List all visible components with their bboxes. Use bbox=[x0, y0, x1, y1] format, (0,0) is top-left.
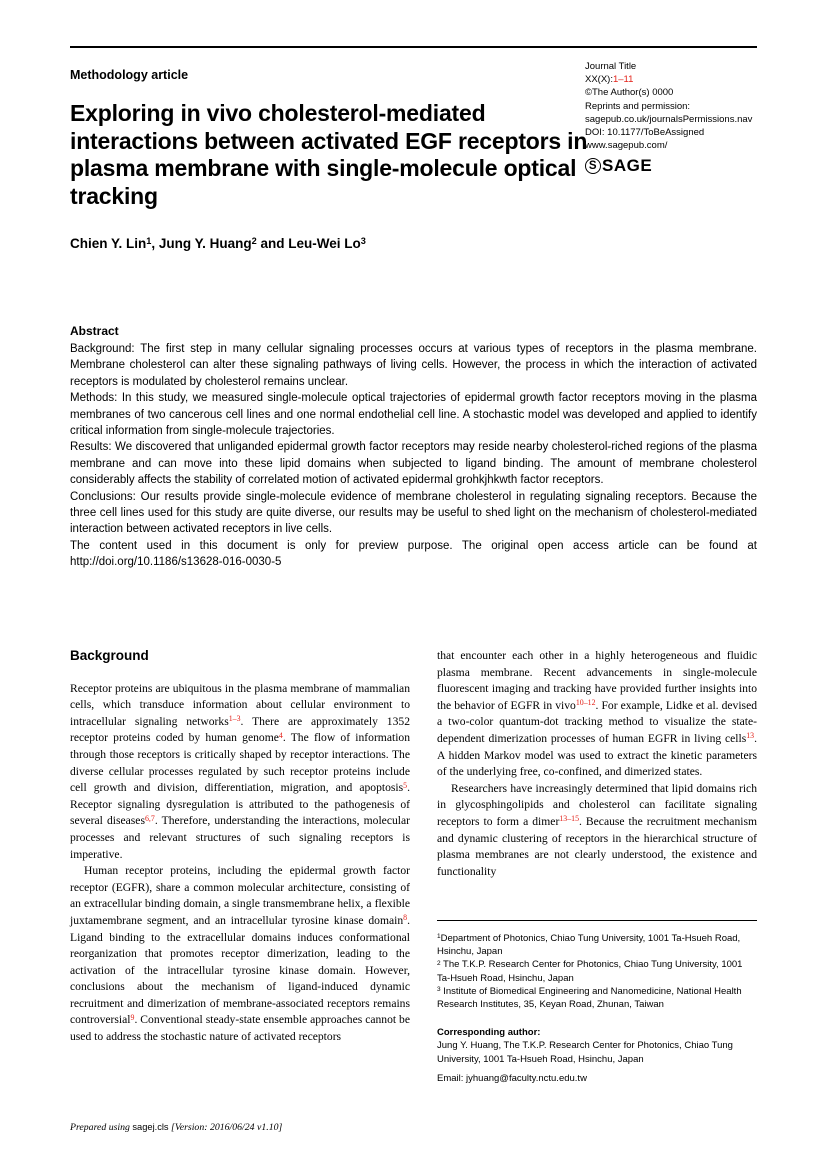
corresponding-author-email: Email: jyhuang@faculty.nctu.edu.tw bbox=[437, 1072, 587, 1084]
corresponding-author-heading: Corresponding author: bbox=[437, 1027, 541, 1039]
top-rule bbox=[70, 46, 757, 48]
section-heading-background: Background bbox=[70, 648, 149, 663]
body-paragraph: Receptor proteins are ubiquitous in the plasma membrane of mammalian cells, which transduce information about cellular environment to intracellular signaling networks$^{1-3}$. There are approximately 1352 receptor proteins coded by human genome$^4$. The flow of information through those receptors is critically shaped by receptor interactions. The diverse cellular processes regulated by such receptor proteins include cell growth and division, differentiation, migration, and apoptosis$^5$. Receptor signaling dysregulation is attributed to the pathogenesis of several diseases$^{6,7}$. Therefore, understanding the interactions, molecular processes and relevant structures of such signaling receptors is imperative. bbox=[70, 681, 411, 861]
abstract-paragraph-results: Results: We discovered that unliganded epidermal growth factor receptors may reside nearby cholesterol-riched regions of the plasma membrane and can move into these lipid domains when subjected to ligand binding. The amount of membrane cholesterol considerably affects the stability of correlated motion of activated epidermal grohkjhkwth factor receptors. bbox=[70, 441, 757, 487]
abstract-paragraph-conclusions: Conclusions: Our results provide single-molecule evidence of membrane cholesterol in regulating signaling receptors. Because the three cell lines used for this study are quite diverse, our results may be useful to shed light on the mechanism of cholesterol-mediated interaction between activated receptors in live cells. bbox=[70, 490, 757, 536]
abstract-heading: Abstract bbox=[70, 324, 119, 338]
abstract-block bbox=[70, 341, 757, 571]
abstract-paragraph-methods: Methods: In this study, we measured single-molecule optical trajectories of epidermal growth factor receptors moving in the plasma membranes of two cancerous cell lines and one normal endothelial cell line. A stochastic model was developed and applied to identify critical information from single-molecule trajectories. bbox=[70, 392, 757, 438]
sage-logo-word: SAGE bbox=[602, 156, 653, 175]
publisher-url: www.sagepub.com/ bbox=[585, 140, 668, 152]
body-paragraph: Human receptor proteins, including the epidermal growth factor receptor (EGFR), share a common molecular architecture, consisting of an extracellular binding domain, a single transmembrane helix, a flexible juxtamembrane segment, and an intracellular tyrosine kinase domain$^8$. Ligand binding to the extracellular domains induces conformational reorganization that promotes receptor dimerization, leading to the activation of the intracellular tyrosine kinase domain. However, conclusions about the mechanism of ligand-induced dynamic recruitment and dimerization of membrane-associated receptors remains controversial$^9$. Conventional steady-state ensemble approaches cannot be used to address the stochastic nature of activated receptors bbox=[70, 864, 410, 1044]
copyright-line: ©The Author(s) 0000 bbox=[585, 87, 674, 99]
journal-issue-line: XX(X):1–11 bbox=[585, 74, 634, 86]
footer-note: Prepared using sagej.cls [Version: 2016/06/24 v1.10] bbox=[70, 1122, 283, 1133]
abstract-paragraph-background: Background: The first step in many cellular signaling processes occurs at various types of receptors in the plasma membrane. Membrane cholesterol can alter these signaling pathways of living cells. However, the process in which the interaction of activated receptors is modulated by cholesterol remains unclear. bbox=[70, 343, 757, 388]
authors-line: Chien Y. Lin$^1$, Jung Y. Huang$^2$ and Leu-Wei Lo$^3$ bbox=[70, 235, 366, 251]
doi-line: DOI: 10.1177/ToBeAssigned bbox=[585, 127, 705, 139]
sage-circle-s-icon: S bbox=[585, 158, 601, 174]
abstract-paragraph-preview-note: The content used in this document is only for preview purpose. The original open access article can be found at http://doi.org/10.1186/s13628-016-0030-5 bbox=[70, 539, 757, 569]
footnotes-block bbox=[437, 920, 757, 1085]
permissions-url: sagepub.co.uk/journalsPermissions.nav bbox=[585, 113, 753, 125]
column-right bbox=[437, 648, 757, 880]
corresponding-author-text: Jung Y. Huang, The T.K.P. Research Center for Photonics, Chiao Tung University, 1001 Ta-Hsueh Road, Hsinchu, Japan bbox=[437, 1040, 733, 1065]
column-left bbox=[70, 648, 410, 1046]
body-paragraph: that encounter each other in a highly heterogeneous and fluidic plasma membrane. Recent advancements in single-molecule fluorescent imaging and tracking have provided further insights into the behavior of EGFR in vivo$^{10-12}$. For example, Lidke et al. devised a two-color quantum-dot tracking method to visualize the state-dependent dimerization processes of human EGFR in living cells$^{13}$. A hidden Markov model was used to extract the kinetic parameters of the underlying free, co-confined, and dimerized states. bbox=[437, 649, 758, 779]
affiliation-footnote-1: $^1$Department of Photonics, Chiao Tung University, 1001 Ta-Hsueh Road, Hsinchu, Japan bbox=[437, 933, 741, 958]
journal-title-line: Journal Title bbox=[585, 61, 637, 72]
affiliation-footnote-2: $^2$ The T.K.P. Research Center for Photonics, Chiao Tung University, 1001 Ta-Hsueh Road, Hsinchu, Japan bbox=[437, 959, 743, 984]
body-paragraph: Researchers have increasingly determined that lipid domains rich in glycosphingolipids and cholesterol can facilitate signaling receptors to form a dimer$^{13-15}$. Because the recruitment mechanism and dynamic clustering of receptors in the hierarchical structure of plasma membranes are not clearly understood, the existence and functionality bbox=[437, 781, 757, 878]
reprints-line: Reprints and permission: bbox=[585, 100, 691, 112]
affiliation-footnote-3: $^3$ Institute of Biomedical Engineering and Nanomedicine, National Health Research Institutes, 35, Keyan Road, Zhunan, Taiwan bbox=[437, 985, 742, 1011]
article-type-label: Methodology article bbox=[70, 68, 189, 82]
page-title: Exploring in vivo cholesterol-mediated interactions between activated EGF receptors in plasma membrane with single-molecule optical tracking bbox=[70, 100, 588, 209]
